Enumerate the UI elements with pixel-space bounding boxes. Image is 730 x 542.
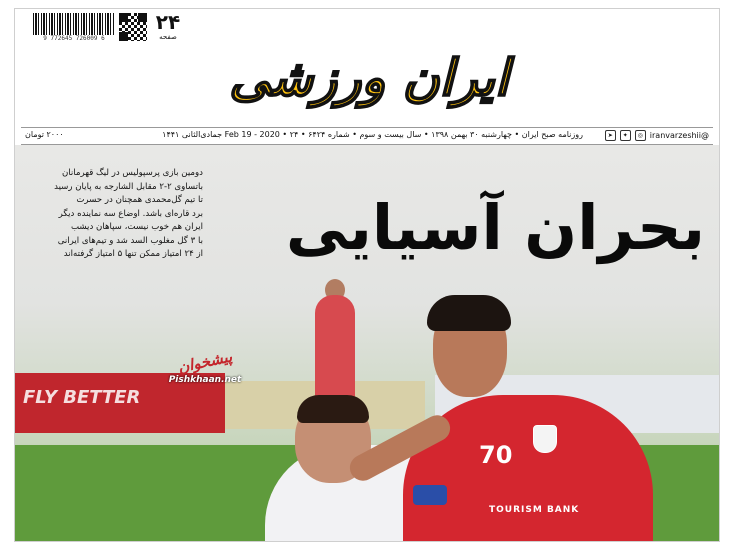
instagram-icon: ◎ (635, 130, 646, 141)
issue-price: ۲۰۰۰ تومان (25, 130, 64, 139)
info-bar (21, 127, 713, 145)
lead-line: باتساوی ۲-۲ مقابل الشارجه به پایان رسید (54, 181, 203, 192)
masthead (15, 9, 719, 125)
page-count-number: ۲۴ (155, 10, 181, 34)
lead-line: از ۲۴ امتیاز ممکن تنها ۵ امتیاز گرفته‌اند (63, 249, 203, 259)
page-count-label: صفحه (159, 33, 177, 41)
barcode-number: 9 772645 726009 6 (43, 35, 105, 42)
newspaper-logo (49, 47, 689, 109)
social-links (605, 130, 709, 141)
page-count (153, 11, 183, 41)
logo-text: ایران ورزشی (229, 49, 509, 107)
lead-paragraph (47, 167, 203, 262)
captain-armband (413, 485, 447, 505)
ad-board-text: FLY BETTER (23, 387, 141, 408)
jersey-sponsor: TOURISM BANK (489, 505, 580, 515)
lead-line: برد قاره‌ای باشد. اوضاع سه نماینده دیگر (58, 208, 203, 219)
lead-line: دومین بازی پرسپولیس در لیگ قهرمانان (61, 168, 203, 178)
twitter-icon: ✦ (620, 130, 631, 141)
qr-code (119, 13, 147, 41)
lead-line: با ۳ گل مغلوب السد شد و تیم‌های ایرانی (57, 235, 203, 246)
telegram-icon: ➤ (605, 130, 616, 141)
persepolis-player-hair (427, 295, 511, 331)
opponent-player-hair (297, 395, 369, 423)
background-player (315, 295, 355, 405)
main-headline: بحران آسیایی (285, 191, 705, 264)
watermark (163, 347, 247, 385)
social-handle: @iranvarzeshii (649, 131, 709, 140)
jersey-number: 70 (479, 441, 513, 469)
barcode (33, 13, 115, 43)
club-crest-icon (533, 425, 557, 453)
lead-line: تا تیم گل‌محمدی همچنان در حسرت (76, 195, 203, 205)
lead-line: ایران هم خوب نیست، سپاهان دیشب (70, 222, 203, 232)
barcode-bars (33, 13, 115, 35)
newspaper-front-page (14, 8, 720, 542)
issue-details: روزنامه صبح ایران • چهارشنبه ۳۰ بهمن ۱۳۹۸ • سال بیست و سوم • شماره ۶۴۲۴ • Feb 19 - 2020 • ۲۴ جمادی‌الثانی ۱۴۴۱ (162, 130, 583, 139)
watermark-fa: پیشخوان (176, 347, 234, 377)
watermark-link[interactable]: Pishkhaan.net (168, 375, 242, 385)
